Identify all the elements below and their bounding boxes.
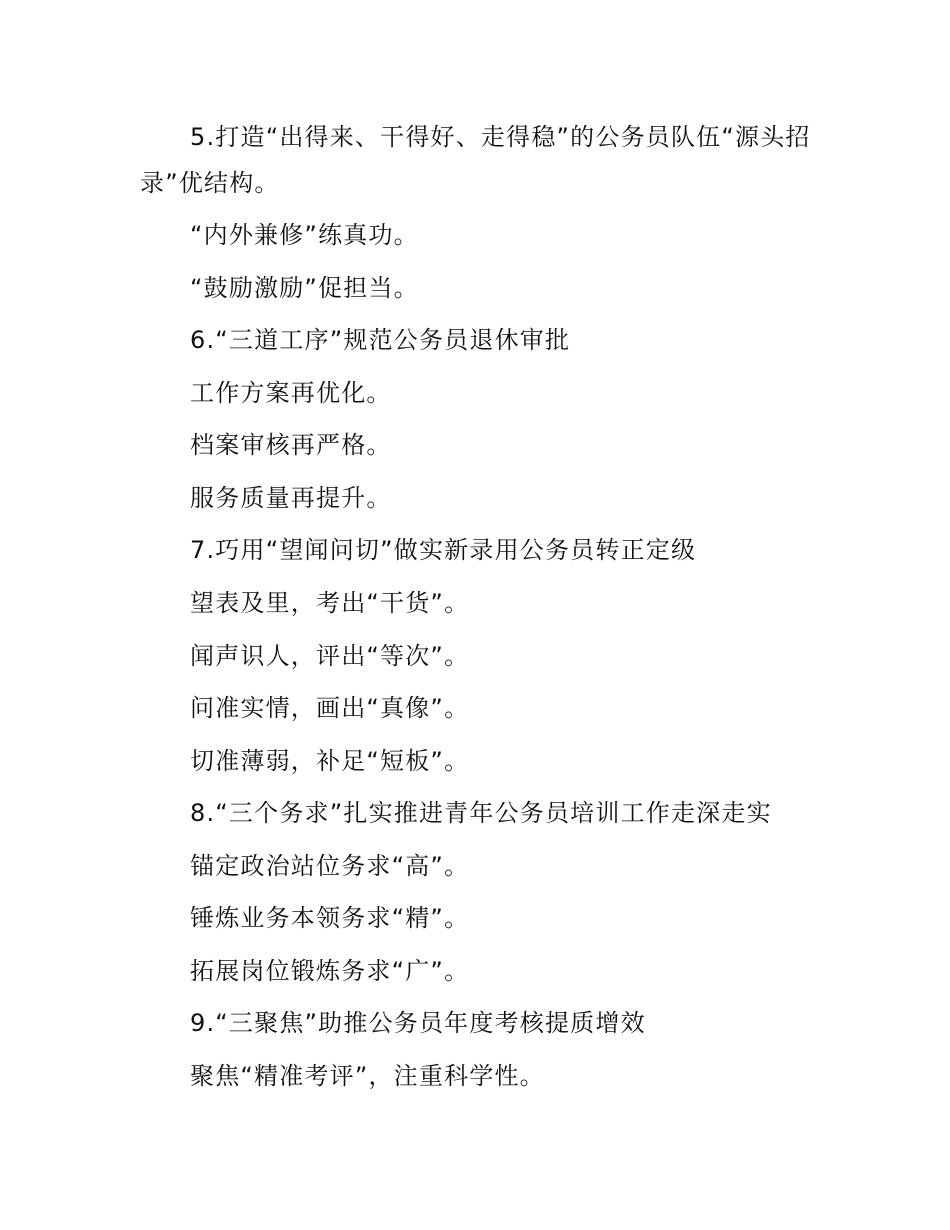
paragraph-item: 切准薄弱，补足“短板”。 [190,747,470,775]
paragraph-item: 服务质量再提升。 [190,484,392,512]
paragraph-item: 锚定政治站位务求“高”。 [190,852,470,880]
paragraph-item: 锤炼业务本领务求“精”。 [190,904,470,932]
paragraph-item-8-heading: 8.“三个务求”扎实推进青年公务员培训工作走深走实 [190,799,772,827]
paragraph-item: 拓展岗位锻炼务求“广”。 [190,957,470,985]
paragraph-item-7-heading: 7.巧用“望闻问切”做实新录用公务员转正定级 [190,536,697,564]
paragraph-item: “内外兼修”练真功。 [190,221,419,249]
paragraph-item: “鼓励激励”促担当。 [190,274,419,302]
paragraph-item: 工作方案再优化。 [190,379,392,407]
paragraph-item-5-heading: 5.打造“出得来、干得好、走得稳”的公务员队伍“源头招录”优结构。 [140,123,811,197]
paragraph-item-6-heading: 6.“三道工序”规范公务员退休审批 [190,326,571,354]
paragraph-item: 档案审核再严格。 [190,431,392,459]
paragraph-item: 望表及里，考出“干货”。 [190,589,470,617]
paragraph-item: 聚焦“精准考评”，注重科学性。 [190,1062,545,1090]
paragraph-item: 闻声识人，评出“等次”。 [190,642,470,670]
paragraph-item-9-heading: 9.“三聚焦”助推公务员年度考核提质增效 [190,1009,646,1037]
paragraph-item: 问准实情，画出“真像”。 [190,694,470,722]
